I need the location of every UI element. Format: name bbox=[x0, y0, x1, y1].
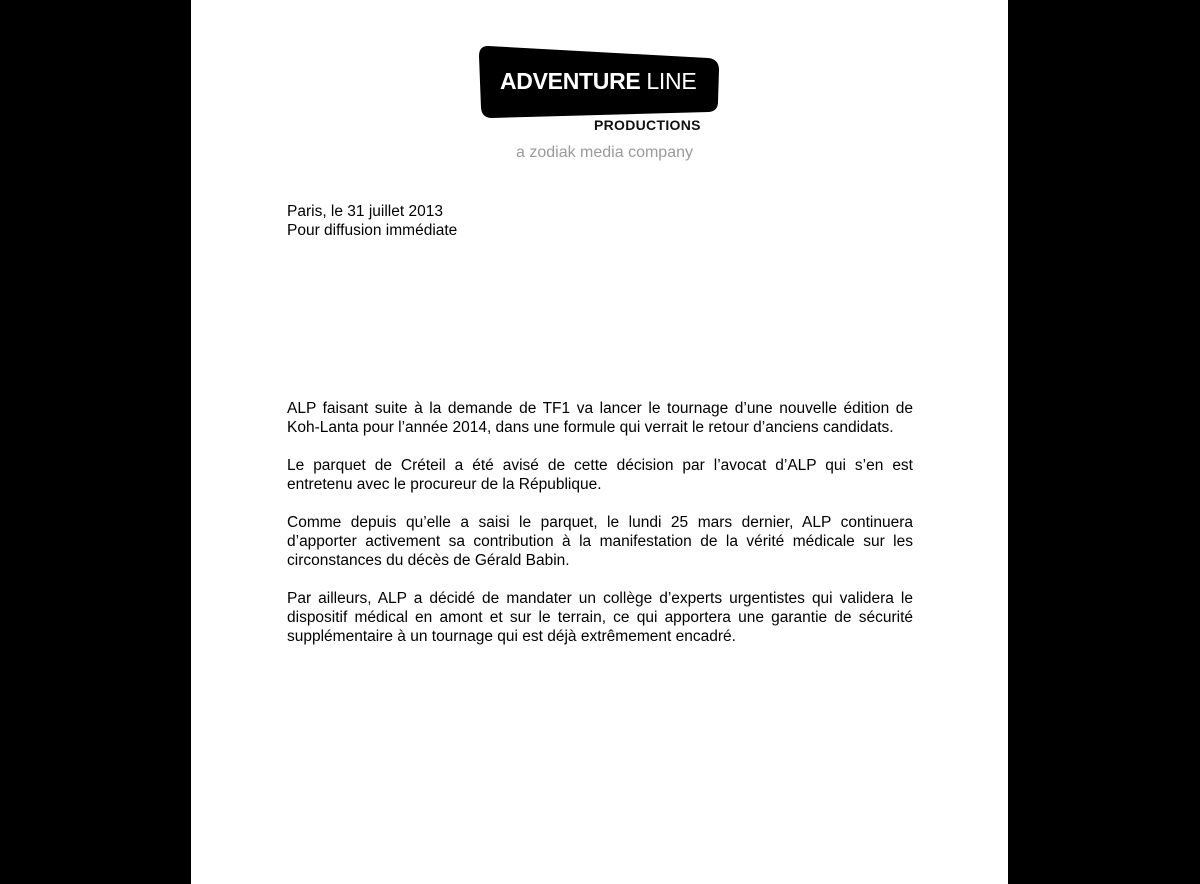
paragraph-1: ALP faisant suite à la demande de TF1 va lancer le tournage d’une nouvelle édition de Koh-Lanta pour l’année 2014, dans une formule qui verrait le retour d’anciens candidats. bbox=[287, 400, 913, 436]
paragraph-3: Comme depuis qu’elle a saisi le parquet, le lundi 25 mars dernier, ALP continuera d’apporter activement sa contribution à la manifestation de la vérité médicale sur les circonstances du décès de Gérald Babin. bbox=[287, 514, 913, 569]
dateline bbox=[287, 202, 457, 240]
logo-productions: PRODUCTIONS bbox=[594, 117, 701, 133]
logo-name-light: LINE bbox=[646, 68, 697, 94]
company-logo bbox=[478, 44, 728, 168]
logo-tagline: a zodiak media company bbox=[516, 144, 693, 161]
paragraph-4: Par ailleurs, ALP a décidé de mandater un collège d’experts urgentistes qui validera le dispositif médical en amont et sur le terrain, ce qui apportera une garantie de sécurité supplémentaire à un tournage qui est déjà extrêmement encadré. bbox=[287, 590, 913, 645]
logo-name bbox=[500, 68, 696, 95]
paragraph-2: Le parquet de Créteil a été avisé de cette décision par l’avocat d’ALP qui s’en est entretenu avec le procureur de la République. bbox=[287, 457, 913, 493]
logo-name-bold: ADVENTURE bbox=[500, 68, 641, 94]
date-text: Paris, le 31 juillet 2013 bbox=[287, 203, 443, 220]
release-note: Pour diffusion immédiate bbox=[287, 222, 458, 239]
press-release-body bbox=[287, 399, 913, 665]
document-page bbox=[191, 0, 1008, 884]
